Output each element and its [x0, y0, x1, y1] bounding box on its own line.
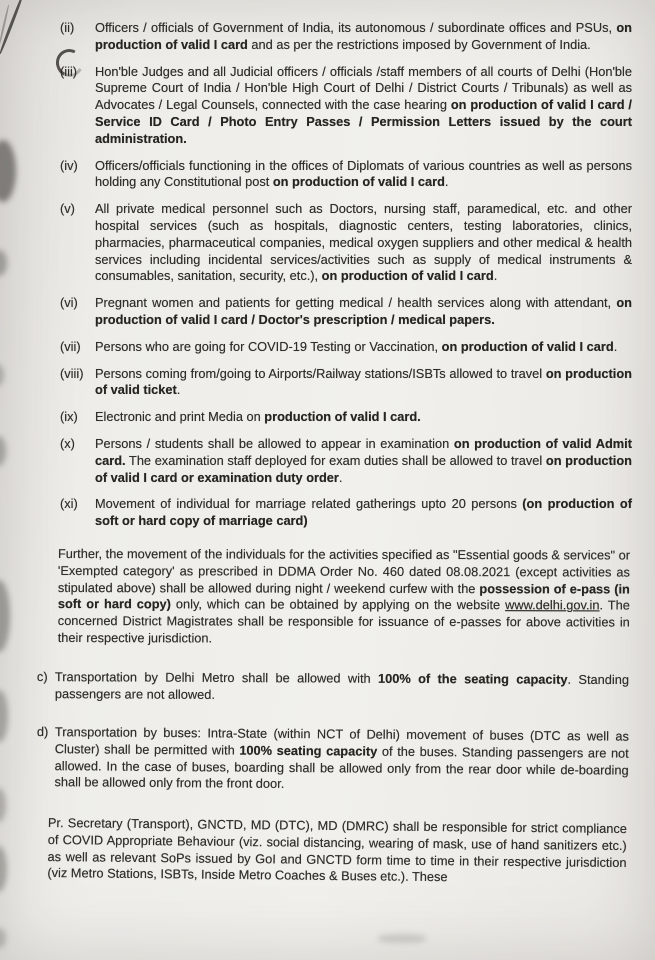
text-segment: Electronic and print Media on: [95, 409, 265, 425]
list-item: [36, 724, 629, 796]
text-segment: .: [613, 338, 618, 354]
list-item-text: [58, 546, 630, 648]
list-item: [60, 409, 632, 426]
text-segment: .: [493, 268, 498, 284]
list-item: [60, 20, 632, 54]
list-item-text: [95, 20, 632, 54]
list-item-text: [95, 339, 632, 356]
text-segment: on production of valid ticket: [95, 365, 632, 398]
list-item: [60, 295, 632, 329]
list-item: [60, 201, 632, 285]
list-item-label: (vi): [60, 295, 78, 311]
text-segment: on production of valid I card: [95, 20, 632, 52]
list-item: [60, 366, 632, 400]
list-item: [60, 158, 632, 192]
list-item-text: [95, 295, 632, 329]
list-item-label: (iii): [60, 63, 78, 79]
text-segment: Transportation by buses: Intra-State (within NCT of Delhi) movement of buses (DTC as well as Cluster) shall be permitted with: [54, 724, 629, 758]
text-segment: Officers / officials of Government of India, its autonomous / subordinate offices and PSUs,: [95, 20, 617, 35]
text-segment: production of valid I card.: [264, 409, 421, 425]
list-item-text: [47, 815, 627, 888]
list-item-text: [95, 64, 632, 148]
list-item-label: (ix): [60, 409, 78, 425]
list-item: [60, 64, 632, 148]
list-item-label: c): [36, 668, 48, 684]
text-segment: possession of e-pass (in soft or hard copy): [57, 580, 630, 612]
list-item-text: [95, 436, 632, 486]
text-segment: only, which can be obtained by applying on the website: [170, 596, 506, 613]
text-segment: Transportation by Delhi Metro shall be allowed with: [54, 668, 379, 686]
text-segment: Persons coming from/going to Airports/Railway stations/ISBTs allowed to travel: [95, 365, 546, 381]
list-item-label: (viii): [60, 365, 84, 381]
list-item: [60, 436, 632, 486]
list-item-text: [95, 158, 632, 192]
text-segment: All private medical personnel such as Doctors, nursing staff, paramedical, etc. and other hospital services (such as hospitals, diagnostic centers, testing laboratories, clinics, pharmacies, pharmaceutical companies, medical oxygen suppliers and other medical & health services including incidental services/activities such as supply of medical instruments & consumables, sanitation, security, etc.),: [95, 201, 632, 284]
text-segment: Officers/officials functioning in the offices of Diplomats of various countries as well as persons holding any Constitutional post: [95, 157, 632, 190]
list-item-label: (ii): [60, 20, 75, 35]
list-item: [60, 339, 632, 356]
text-segment: Further, the movement of the individuals for the activities specified as "Essential goods & services" or 'Exempted category' as prescribed in DDMA Order No. 460 dated 08.08.2021 (except activities as stipulated above) shall be allowed during night / weekend curfew with the: [57, 545, 630, 596]
list-item-label: (iv): [60, 157, 78, 173]
list-item-text: [95, 366, 632, 400]
text-segment: .: [176, 382, 181, 398]
list-item-label: d): [36, 724, 49, 740]
list-item-text: [95, 409, 632, 426]
paragraph: [47, 815, 627, 888]
text-segment: .: [338, 469, 343, 485]
text-segment: Pr. Secretary (Transport), GNCTD, MD (DTC), MD (DMRC) shall be responsible for strict compliance of COVID Appropriate Behaviour (viz. social distancing, wearing of mask, use of hand sanitizers etc.) as well as relevant SoPs issued by GoI and GNCTD form time to time in their respective jurisdiction (viz Metro Stations, ISBTs, Inside Metro Coaches & Buses etc.). These: [47, 815, 627, 886]
list-item: [37, 669, 629, 706]
list-item-label: (vii): [60, 338, 81, 354]
text-segment: 100% of the seating capacity: [377, 670, 568, 687]
text-segment: Pregnant women and patients for getting medical / health services along with attendant,: [95, 295, 617, 311]
text-segment: Persons who are going for COVID-19 Testing or Vaccination,: [95, 338, 442, 354]
text-segment: Persons / students shall be allowed to appear in examination: [95, 435, 454, 451]
scan-smudge: [378, 934, 426, 943]
list-item-label: (v): [60, 201, 75, 217]
text-segment: 100% seating capacity: [239, 742, 378, 759]
list-item-text: [95, 496, 632, 530]
text-segment: on production of valid I card: [272, 174, 445, 190]
text-segment: on production of valid I card / Service ID Card / Photo Entry Passes / Permission Letters issued by the court administration.: [95, 97, 632, 146]
text-segment: The examination staff deployed for exam duties shall be allowed to travel: [125, 452, 546, 468]
text-segment: .: [444, 174, 449, 190]
text-segment: on production of valid I card or examination duty order: [95, 452, 632, 485]
text-segment: on production of valid I card: [441, 338, 614, 354]
text-segment: Hon'ble Judges and all Judicial officers / officials /staff members of all courts of Delhi (Hon'ble Supreme Court of India / Hon'ble High Court of Delhi / District Courts / Tribunals) as well as Advocates / Legal Counsels, connected with the case hearing: [95, 63, 632, 113]
website-link: www.delhi.gov.in: [505, 597, 600, 613]
text-segment: Movement of individual for marriage related gatherings upto 20 persons: [95, 496, 523, 512]
scan-smudge: [0, 928, 6, 948]
text-segment: on production of valid I card / Doctor's prescription / medical papers.: [95, 295, 632, 327]
text-segment: on production of valid Admit card.: [95, 435, 632, 468]
list-item-text: [54, 724, 629, 796]
list-item-label: (xi): [60, 496, 78, 512]
list-item-text: [95, 201, 632, 285]
text-segment: and as per the restrictions imposed by Government of India.: [247, 36, 591, 52]
list-item-label: (x): [60, 435, 75, 451]
list-item: [60, 496, 632, 530]
text-segment: . The concerned District Magistrates shall be responsible for issuance of e-passes for above activities in their respective jurisdiction.: [57, 597, 630, 646]
text-segment: (on production of soft or hard copy of marriage card): [95, 496, 632, 529]
list-item-text: [55, 669, 629, 706]
paragraph: [58, 546, 630, 648]
text-segment: . Standing passengers are not allowed.: [54, 671, 630, 702]
text-segment: on production of valid I card: [321, 268, 494, 284]
text-segment: of the buses. Standing passengers are not allowed. In the case of buses, boarding shall be allowed only from the rear door while de-boarding shall be allowed only from the front door.: [54, 743, 629, 792]
